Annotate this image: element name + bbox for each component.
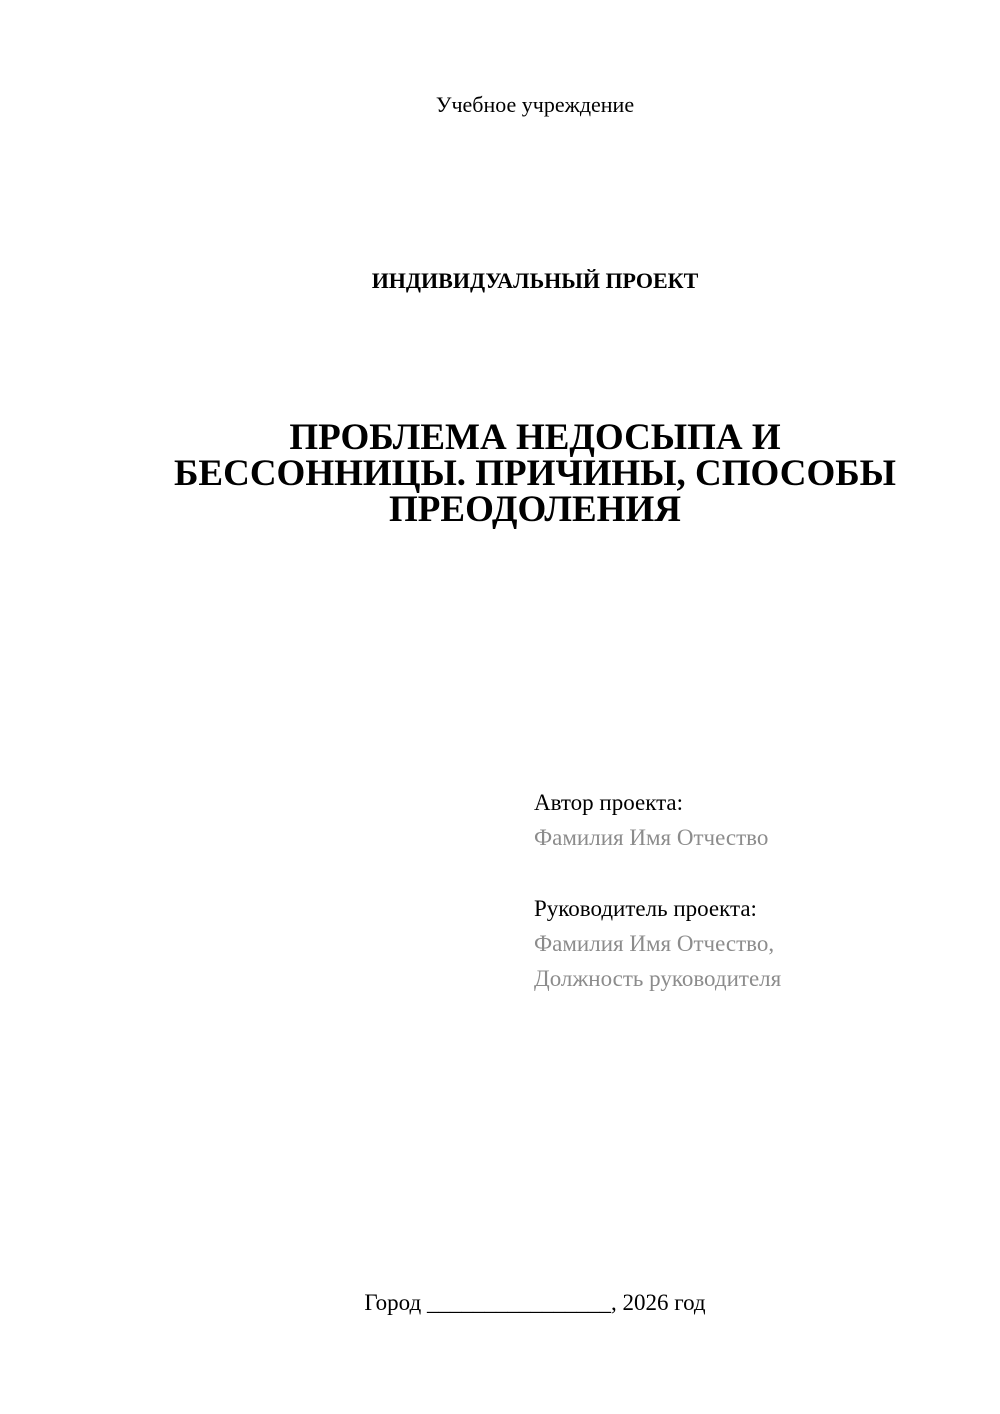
project-title-line: ПРОБЛЕМА НЕДОСЫПА И — [289, 417, 781, 458]
supervisor-name: Фамилия Имя Отчество, — [534, 931, 775, 956]
project-title — [35, 417, 1000, 530]
city-year-footer: Город ________________, 2026 год — [364, 1290, 706, 1315]
document-type-heading: ИНДИВИДУАЛЬНЫЙ ПРОЕКТ — [371, 268, 699, 293]
author-name: Фамилия Имя Отчество — [534, 825, 769, 850]
institution-name: Учебное учреждение — [435, 92, 635, 117]
supervisor-position: Должность руководителя — [534, 966, 782, 991]
project-title-line: БЕССОННИЦЫ. ПРИЧИНЫ, СПОСОБЫ — [173, 453, 897, 494]
author-label: Автор проекта: — [534, 790, 683, 815]
project-title-line: ПРЕОДОЛЕНИЯ — [389, 489, 681, 530]
supervisor-label: Руководитель проекта: — [534, 896, 757, 921]
